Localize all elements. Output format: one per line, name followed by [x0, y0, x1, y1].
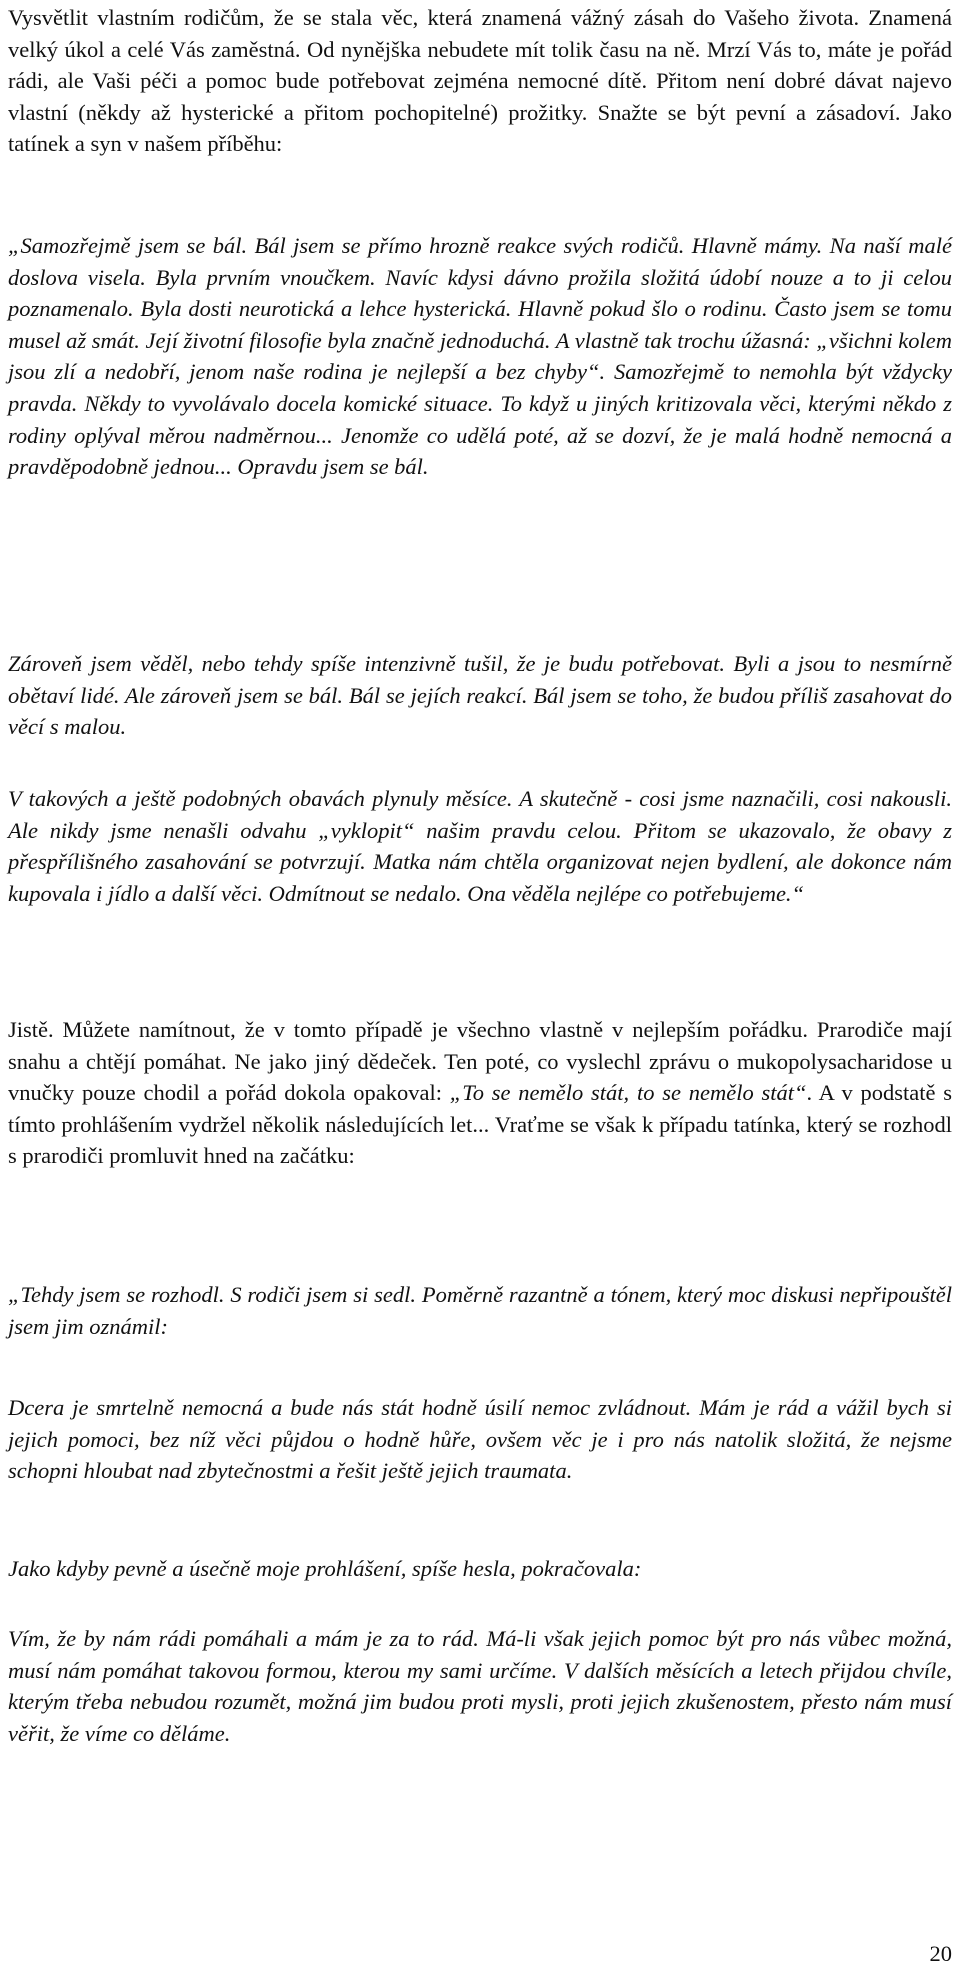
paragraph-quote-needed: Zároveň jsem věděl, nebo tehdy spíše intenzivně tušil, že je budu potřebovat. Byli a jsou to nesmírně obětaví lidé. Ale zároveň jsem se bál. Bál se jejích reakcí. Bál jsem se toho, že budou příliš zasahovat do věcí s malou.: [8, 651, 952, 740]
paragraph-grandparents: [8, 1014, 952, 1172]
paragraph-quote-decision: „Tehdy jsem se rozhodl. S rodiči jsem si sedl. Poměrně razantně a tónem, který moc diskusi nepřipouštěl jsem jim oznámil:: [8, 1282, 952, 1339]
paragraph-intro: Vysvětlit vlastním rodičům, že se stala věc, která znamená vážný zásah do Vašeho života. Znamená velký úkol a celé Vás zaměstná. Od nynějška nebudete mít tolik času na ně. Mrzí Vás to, máte je pořád rádi, ale Vaši péči a pomoc bude potřebovat zejména nemocné dítě. Přitom není dobré dávat najevo vlastní (někdy až hysterické a přitom pochopitelné) prožitky. Snažte se být pevní a zásadoví. Jako tatínek a syn v našem příběhu:: [8, 5, 952, 157]
paragraph-grandparents-part-a: Jistě. Můžete namítnout, že v tomto případě je všechno vlastně v nejlepším pořádku. Prarodiče mají snahu a chtějí pomáhat. Ne jako jiný dědeček. Ten poté, co vyslechl zprávu o mukopolysacharidose u vnučky pouze chodil a pořád dokola opakoval:: [8, 1017, 952, 1106]
paragraph-quote-months: V takových a ještě podobných obavách plynuly měsíce. A skutečně - cosi jsme naznačili, cosi nakousli. Ale nikdy jsme nenašli odvahu „vyklopit“ našim pravdu celou. Přitom se ukazovalo, že obavy z přespřílišného zasahování se potvrzují. Matka nám chtěla organizovat nejen bydlení, ale dokonce nám kupovala i jídlo a další věci. Odmítnout se nedalo. Ona věděla nejlépe co potřebujeme.“: [8, 786, 952, 906]
grandfather-quote: „To se nemělo stát, to se nemělo stát“: [449, 1080, 807, 1106]
paragraph-quote-fear: „Samozřejmě jsem se bál. Bál jsem se přímo hrozně reakce svých rodičů. Hlavně mámy. Na naší malé doslova visela. Byla prvním vnoučkem. Navíc kdysi dávno prožila složitá údobí nouze a to ji celou poznamenalo. Byla dosti neurotická a lehce hysterická. Hlavně pokud šlo o rodinu. Často jsem se tomu musel až smát. Její životní filosofie byla značně jednoduchá. A vlastně tak trochu úžasná: „všichni kolem jsou zlí a nedobří, jenom naše rodina je nejlepší a bez chyby“. Samozřejmě to nemohla být vždycky pravda. Někdy to vyvolávalo docela komické situace. To když u jiných kritizovala věci, kterými někdo z rodiny oplýval měrou nadměrnou... Jenomže co udělá poté, až se dozví, že je malá hodně nemocná a pravděpodobně jednou... Opravdu jsem se bál.: [8, 233, 952, 480]
page-number: 20: [929, 1941, 952, 1966]
paragraph-grandparents-part-c: . A v podstatě s tímto prohlášením vydržel několik následujících let... Vraťme se však k případu tatínka, který se rozhodl s prarodiči promluvit hned na začátku:: [8, 1080, 952, 1169]
paragraph-quote-help: Vím, že by nám rádi pomáhali a mám je za to rád. Má-li však jejich pomoc být pro nás vůbec možná, musí nám pomáhat takovou formou, kterou my sami určíme. V dalších měsících a letech přijdou chvíle, kterým třeba nebudou rozumět, možná jim budou proti mysli, proti jejich zkušenostem, přesto nám musí věřit, že víme co děláme.: [8, 1626, 952, 1746]
paragraph-quote-daughter: Dcera je smrtelně nemocná a bude nás stát hodně úsilí nemoc zvládnout. Mám je rád a vážil bych si jejich pomoci, bez níž věci půjdou o hodně hůře, ovšem věc je i pro nás natolik složitá, že nejsme schopni hloubat nad zbytečnostmi a řešit ještě jejich traumata.: [8, 1395, 952, 1484]
paragraph-quote-slogans: Jako kdyby pevně a úsečně moje prohlášení, spíše hesla, pokračovala:: [8, 1556, 642, 1581]
